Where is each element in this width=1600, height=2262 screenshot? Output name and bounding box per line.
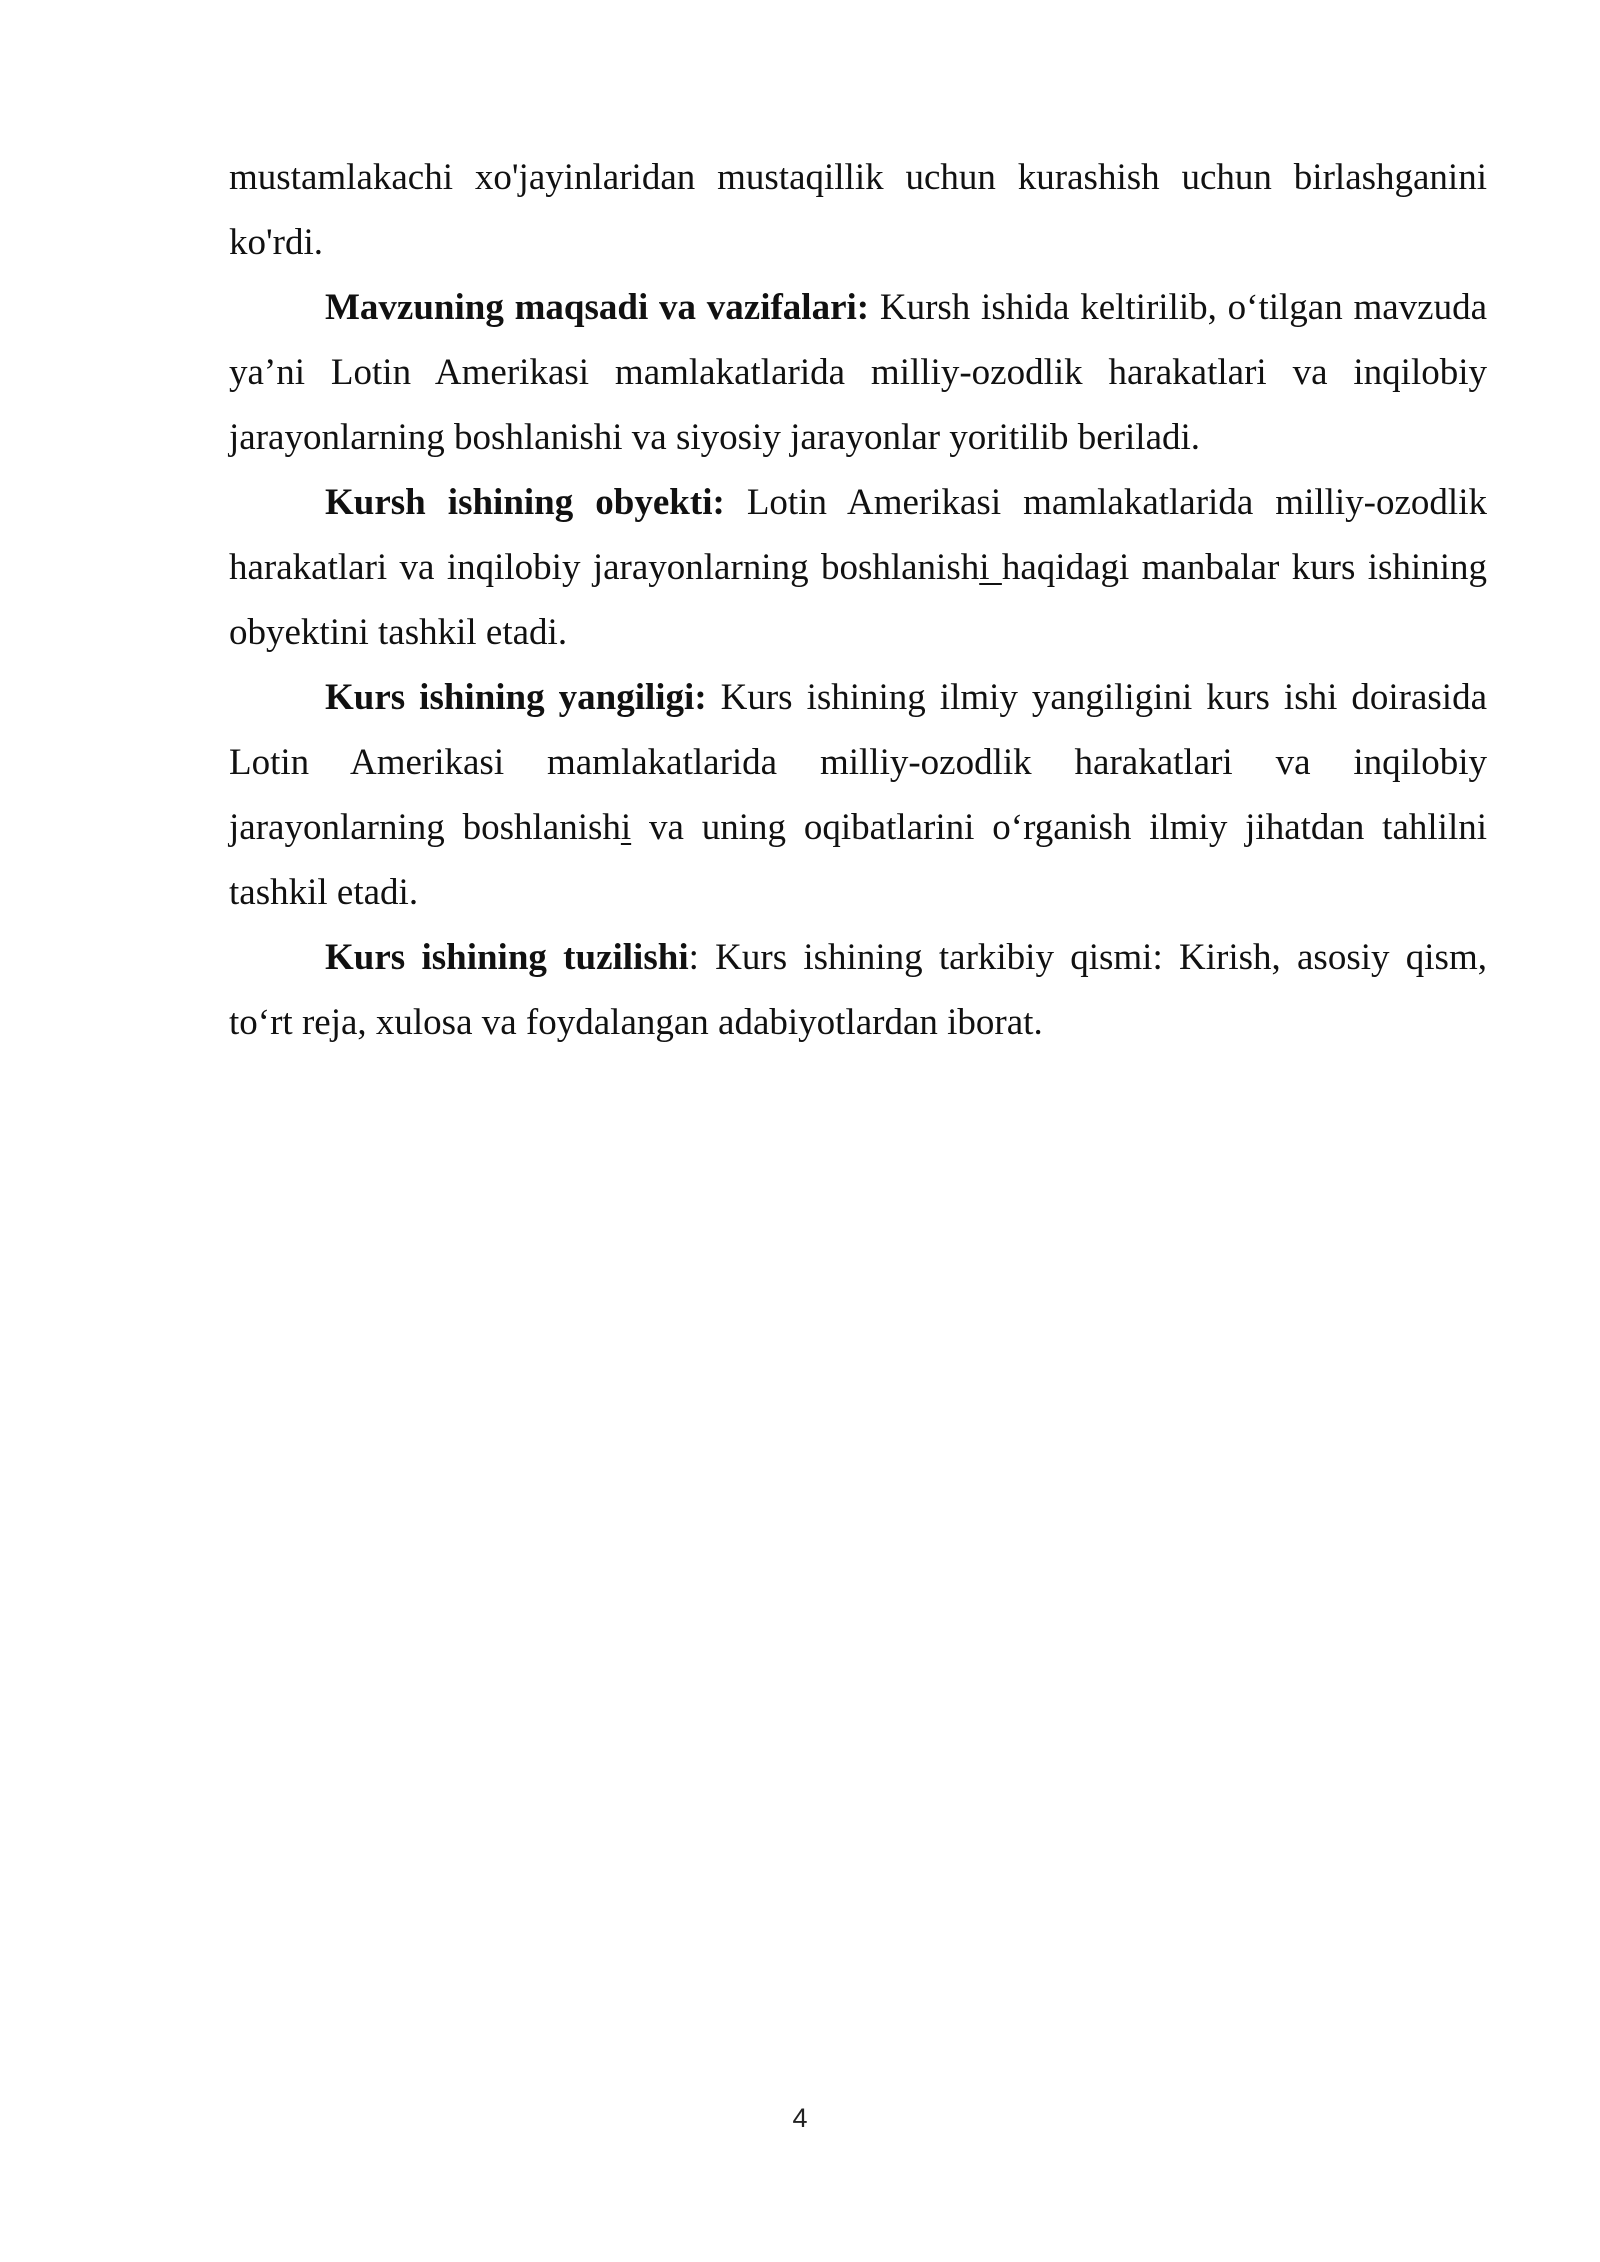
paragraph-text: Kursh ishida keltirilib, o‘tilgan mavzuda ya’ni Lotin Amerikasi mamlakatlarida milliy-ozodlik harakatlari va inqilobiy jarayonlarning boshlanishi va siyosiy jarayonlar yoritilib beriladi.: [229, 287, 1488, 458]
paragraph-text: mustamlakachi xo'jayinlaridan mustaqillik uchun kurashish uchun birlashganini ko'rdi.: [229, 157, 1487, 263]
paragraph-object: [229, 470, 1487, 665]
paragraph-text: haqidagi manbalar kurs ishining obyektini tashkil etadi.: [229, 547, 1487, 653]
paragraph-text: : Kurs ishining tarkibiy qismi: Kirish, asosiy qism, to‘rt reja, xulosa va foydalangan adabiyotlardan iborat.: [229, 937, 1487, 1043]
paragraph-text: Lotin Amerikasi mamlakatlarida milliy-ozodlik harakatlari va inqilobiy jarayonlarning boshlanish: [229, 482, 1487, 588]
paragraph-continuation: [229, 145, 1487, 275]
paragraph-structure: [229, 925, 1487, 1055]
paragraph-heading: Mavzuning maqsadi va vazifalari:: [325, 287, 870, 328]
paragraph-text: va uning oqibatlarini o‘rganish ilmiy jihatdan tahlilni tashkil etadi.: [229, 807, 1488, 913]
paragraph-heading: Kurs ishining yangiligi:: [325, 677, 707, 718]
paragraph-heading: Kurs ishining tuzilishi: [325, 937, 689, 978]
paragraph-heading: Kursh ishining obyekti:: [325, 482, 725, 523]
page-number: 4: [792, 2103, 808, 2133]
paragraph-novelty: [229, 665, 1487, 925]
paragraph-text: Kurs ishining ilmiy yangiligini kurs ishi doirasida Lotin Amerikasi mamlakatlarida milliy-ozodlik harakatlari va inqilobiy jarayonlarning boshlanish: [229, 677, 1487, 848]
underlined-text: i: [979, 547, 1002, 588]
underlined-text: i: [620, 807, 632, 848]
paragraph-purpose: [229, 275, 1487, 470]
body-text: [229, 145, 1487, 1055]
